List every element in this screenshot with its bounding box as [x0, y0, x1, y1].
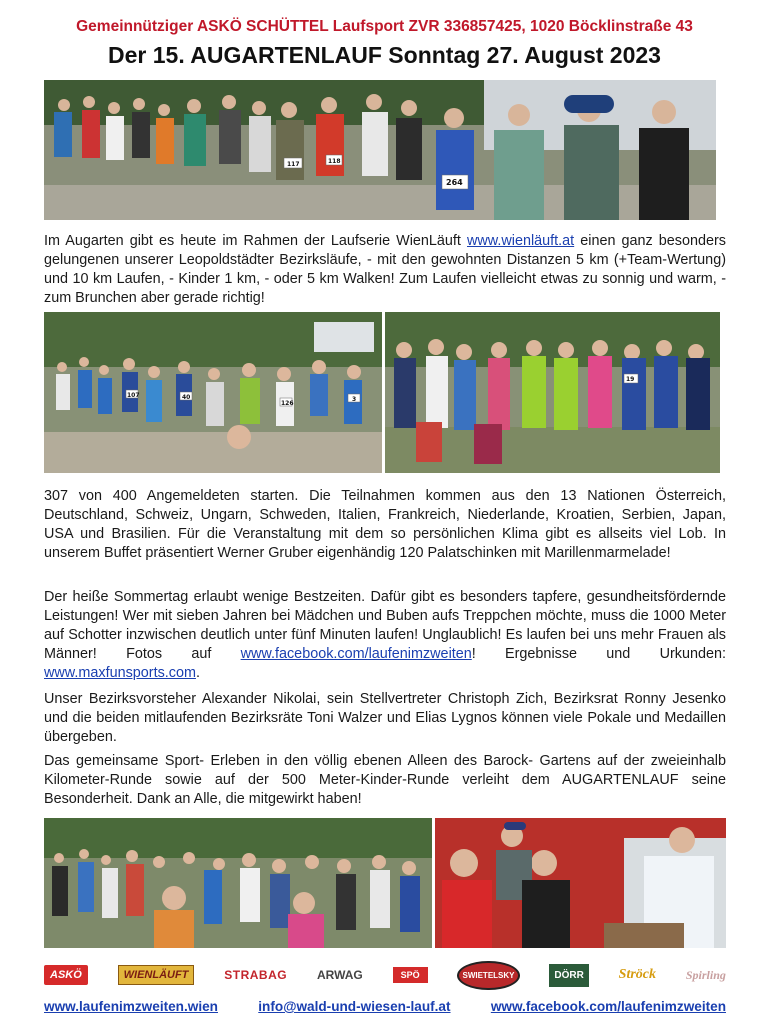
- paragraph-results: Der heiße Sommertag erlaubt wenige Bestzeiten. Dafür gibt es besonders tapfere, gesundheitsfördernde Leistungen! Wer mit sieben Jahren bei Mädchen und Buben aufs Treppchen möchte, muss die 1000 Meter auf Schotter inzwischen deutlich unter fünf Minuten laufen! Unglaublich! Es laufen bei uns mehr Frauen als Männer! Fotos auf www.facebook.com/laufenimzweiten! Ergebnisse und Urkunden: www.maxfunsports.com.: [44, 589, 726, 681]
- paragraph-participants: 307 von 400 Angemeldeten starten. Die Teilnahmen kommen aus den 13 Nationen Österreich, Deutschland, Schweiz, Ungarn, Schweden, Italien, Frankreich, Niederlande, Kroatien, Serbien, Japan, USA und Brasilien. Für die Veranstaltung mit dem so persönlichen Klima gibt es allseits viel Lob. In unserem Buffet präsentiert Werner Gruber eigenhändig 120 Palatschinken mit Marillenmarmelade!: [44, 488, 726, 561]
- photo-buffet-crowd: [44, 818, 726, 948]
- organization-line: Gemeinnütziger ASKÖ SCHÜTTEL Laufsport ZVR 336857425, 1020 Böcklinstraße 43: [76, 18, 693, 35]
- wienlauft-logo: WIENLÄUFT: [118, 965, 195, 985]
- facebook-footer-link[interactable]: www.facebook.com/laufenimzweiten: [490, 999, 726, 1014]
- askoe-logo: ASKÖ: [44, 965, 88, 985]
- spirling-logo: Spirling: [685, 967, 726, 982]
- strabag-logo: STRABAG: [224, 968, 288, 982]
- arwag-logo: ARWAG: [316, 968, 363, 982]
- footer-links: [44, 999, 726, 1014]
- spoe-logo: SPÖ: [393, 967, 428, 983]
- bib-number: 118: [328, 158, 341, 165]
- bib-number: 3: [352, 396, 357, 403]
- email-link[interactable]: info@wald-und-wiesen-lauf.at: [258, 999, 451, 1014]
- wienlauft-link[interactable]: www.wienläuft.at: [467, 233, 575, 249]
- event-title: Der 15. AUGARTENLAUF Sonntag 27. August 2023: [108, 42, 661, 68]
- maxfunsports-link[interactable]: www.maxfunsports.com: [44, 665, 196, 681]
- bib-number: 40: [182, 394, 191, 401]
- website-link[interactable]: www.laufenimzweiten.wien: [44, 999, 218, 1014]
- photo-kids-and-group: [44, 312, 720, 473]
- dorr-logo: DÖRR: [549, 964, 588, 987]
- bib-number: 264: [446, 178, 463, 187]
- paragraph-closing: Das gemeinsame Sport- Erleben in den völlig ebenen Alleen des Barock- Gartens auf der zweieinhalb Kilometer-Runde sowie auf der 500 Meter-Kinder-Runde verleiht dem AUGARTENLAUF seine Besonderheit. Dank an Alle, die mitgewirkt haben!: [44, 753, 726, 807]
- sponsor-logos: [44, 958, 726, 992]
- bib-number: 126: [281, 400, 294, 407]
- swietelsky-logo: SWIETELSKY: [457, 961, 519, 990]
- facebook-link[interactable]: www.facebook.com/laufenimzweiten: [240, 646, 472, 662]
- bib-number: 107: [127, 392, 140, 399]
- paragraph-intro: Im Augarten gibt es heute im Rahmen der Laufserie WienLäuft www.wienläuft.at einen ganz besonders gelungenen unserer Leopoldstädter Bezirksläufe, - mit den gewohnten Distanzen 5 km (+Team-Wertung) und 10 km Laufen, - Kinder 1 km, - oder 5 km Walken! Zum Laufen vielleicht etwas zu sonnig und warm, - zum Brunchen aber gerade richtig!: [44, 233, 726, 306]
- stroeck-logo: Ströck: [618, 967, 657, 982]
- bib-number: 19: [626, 376, 635, 383]
- paragraph-officials: Unser Bezirksvorsteher Alexander Nikolai, sein Stellvertreter Christoph Zich, Bezirksrat Ronny Jesenko und die beiden mitlaufenden Bezirksräte Toni Walzer und Elias Lygnos können viele Pokale und Medaillen übergeben.: [44, 691, 726, 745]
- photo-runners-start: [44, 80, 716, 220]
- bib-number: 117: [287, 161, 300, 168]
